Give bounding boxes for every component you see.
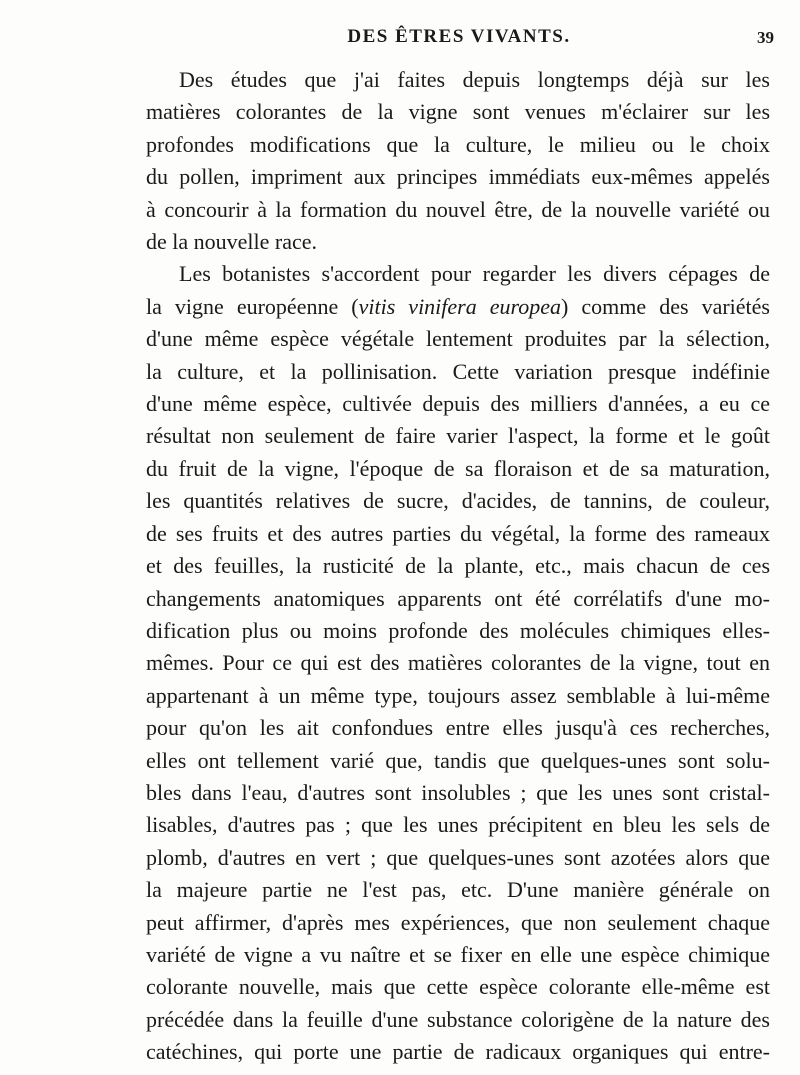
text-segment: ) comme des variétés [561, 293, 770, 319]
text-line: de la nouvelle race. [146, 229, 318, 255]
text-line: matières colorantes de la vigne sont venues m'éclairer sur les [146, 99, 770, 125]
text-line: plomb, d'autres en vert ; que quelques-unes sont azotées alors que [146, 844, 770, 870]
text-line: changements anatomiques apparents ont été corrélatifs d'une mo- [146, 585, 770, 611]
text-line: la majeure partie ne l'est pas, etc. D'une manière générale on [146, 877, 770, 903]
text-line: profondes modifications que la culture, le milieu ou le choix [146, 131, 770, 157]
text-line: et des feuilles, la rusticité de la plante, etc., mais chacun de ces [146, 553, 770, 579]
text-line: Les botanistes s'accordent pour regarder les divers cépages de [179, 261, 770, 287]
latin-name: vitis vinifera europea [358, 293, 562, 319]
text-line: dification plus ou moins profonde des molécules chimiques elles- [146, 617, 770, 643]
text-line: d'une même espèce, cultivée depuis des milliers d'années, a eu ce [146, 391, 770, 417]
body-text [146, 64, 770, 1069]
text-line: lisables, d'autres pas ; que les unes précipitent en bleu les sels de [146, 812, 770, 838]
text-line: la culture, et la pollinisation. Cette variation presque indéfinie [146, 358, 770, 384]
text-line: Des études que j'ai faites depuis longtemps déjà sur les [179, 67, 770, 92]
text-line: elles ont tellement varié que, tandis que quelques-unes sont solu- [146, 747, 770, 773]
text-line: mêmes. Pour ce qui est des matières colorantes de la vigne, tout en [146, 650, 770, 676]
text-line: les quantités relatives de sucre, d'acides, de tannins, de couleur, [146, 488, 770, 514]
text-line-with-italic [146, 291, 770, 323]
text-line: peut affirmer, d'après mes expériences, que non seulement chaque [146, 909, 770, 935]
running-head: DES ÊTRES VIVANTS. [347, 26, 571, 47]
text-line: à concourir à la formation du nouvel être, de la nouvelle variété ou [146, 196, 770, 222]
text-line: variété de vigne a vu naître et se fixer en elle une espèce chimique [146, 941, 770, 967]
text-line: colorante nouvelle, mais que cette espèce colorante elle-même est [146, 974, 770, 1000]
text-line: d'une même espèce végétale lentement produites par la sélection, [146, 326, 770, 352]
text-line: appartenant à un même type, toujours assez semblable à lui-même [146, 682, 770, 708]
text-line: pour qu'on les ait confondues entre elles jusqu'à ces recherches, [146, 715, 770, 741]
text-line: précédée dans la feuille d'une substance colorigène de la nature des [146, 1006, 770, 1032]
text-line: du pollen, impriment aux principes immédiats eux-mêmes appelés [146, 164, 770, 190]
text-line: bles dans l'eau, d'autres sont insolubles ; que les unes sont cristal- [146, 779, 770, 805]
page-number: 39 [757, 28, 774, 47]
text-line: du fruit de la vigne, l'époque de sa floraison et de sa maturation, [146, 455, 770, 481]
page-header [148, 26, 774, 56]
text-line: résultat non seulement de faire varier l'aspect, la forme et le goût [146, 423, 770, 449]
text-segment: la vigne européenne ( [146, 293, 359, 319]
text-line: de ses fruits et des autres parties du végétal, la forme des rameaux [146, 520, 770, 546]
text-line: catéchines, qui porte une partie de radicaux organiques qui entre- [146, 1039, 770, 1065]
